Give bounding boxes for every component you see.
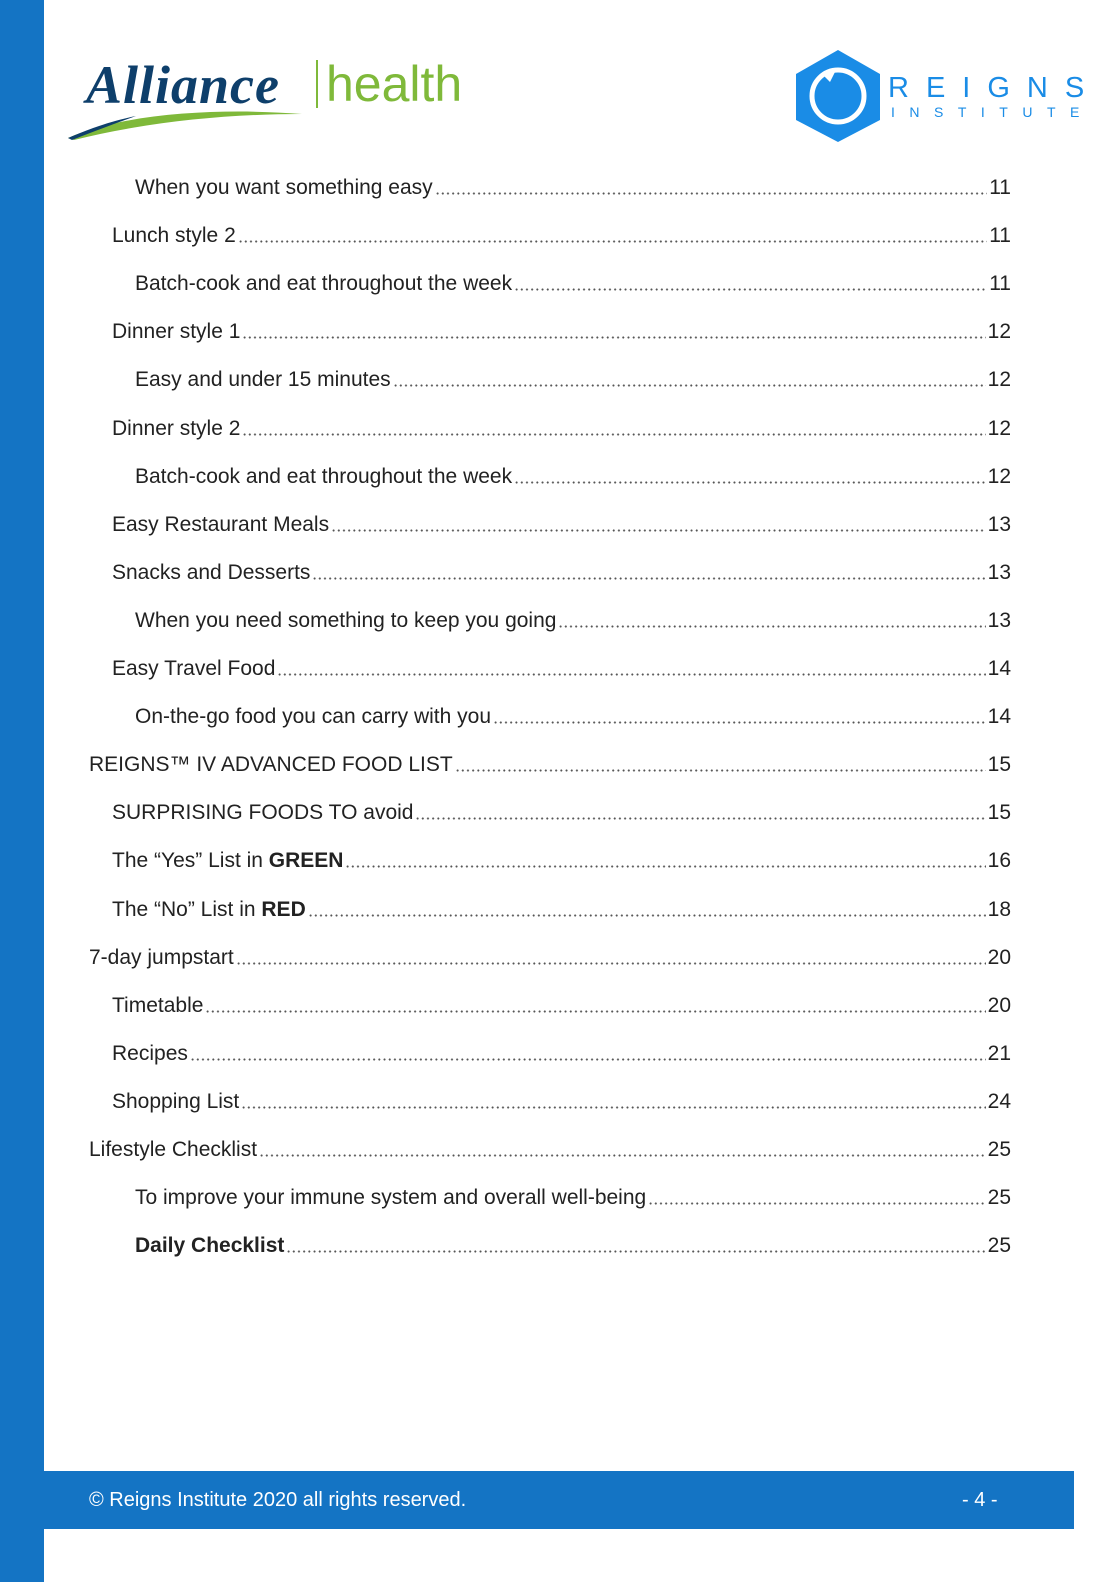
toc-dot-leader (514, 288, 987, 291)
toc-entry-title-text: The “No” List in (112, 897, 262, 921)
toc-entry-title (112, 1041, 188, 1067)
reigns-hexagon-icon (792, 48, 884, 144)
toc-entry-title (112, 319, 240, 345)
toc-entry-title-text: The “Yes” List in (112, 849, 269, 873)
toc-dot-leader (455, 769, 986, 772)
toc-entry[interactable] (135, 175, 1011, 201)
toc-entry-page: 12 (987, 464, 1011, 488)
toc-entry-title-text: Recipes (112, 1041, 188, 1065)
toc-entry-title (135, 175, 433, 201)
toc-entry-title-text: 7-day jumpstart (89, 945, 234, 969)
toc-entry[interactable] (135, 271, 1011, 297)
toc-entry-title-bold: RED (261, 897, 306, 921)
toc-entry-page: 11 (989, 224, 1011, 248)
toc-entry-title-text: Lunch style 2 (112, 224, 236, 248)
institute-word: INSTITUTE (891, 104, 1094, 120)
toc-entry-page: 20 (987, 945, 1011, 969)
toc-entry-title (112, 512, 329, 538)
toc-entry-page: 25 (987, 1138, 1011, 1161)
toc-entry-title-text: Dinner style 2 (112, 416, 241, 440)
copyright-text: © Reigns Institute 2020 all rights reserved. (89, 1489, 467, 1511)
toc-entry[interactable] (112, 848, 1011, 874)
toc-entry-title (112, 1089, 239, 1115)
toc-entry-title-text: Batch-cook and eat throughout the week (135, 464, 513, 488)
toc-entry-title-bold: GREEN (268, 849, 344, 873)
toc-entry-title (89, 945, 234, 971)
toc-entry-page: 24 (987, 1089, 1011, 1113)
toc-entry[interactable] (89, 752, 1011, 778)
toc-entry-page: 12 (987, 368, 1011, 392)
toc-entry-title (135, 608, 556, 634)
toc-dot-leader (648, 1202, 985, 1205)
toc-dot-leader (331, 529, 986, 532)
toc-entry[interactable] (112, 416, 1011, 442)
toc-entry-title (112, 560, 310, 586)
toc-entry-title-text: Dinner style 1 (112, 320, 241, 344)
reigns-institute-logo (792, 48, 1102, 148)
toc-dot-leader (312, 577, 985, 580)
page-footer (44, 1471, 1074, 1529)
toc-entry-title-text: When you want something easy (135, 176, 433, 199)
toc-dot-leader (435, 192, 988, 195)
toc-entry-title (89, 752, 453, 778)
toc-entry[interactable] (112, 1041, 1011, 1067)
toc-entry[interactable] (89, 1137, 1011, 1163)
toc-entry[interactable] (112, 897, 1011, 923)
toc-entry[interactable] (112, 1089, 1011, 1115)
toc-entry-title-text: Timetable (112, 993, 204, 1017)
toc-entry[interactable] (112, 512, 1011, 538)
toc-entry-title-text: Batch-cook and eat throughout the week (135, 272, 513, 296)
toc-dot-leader (345, 865, 985, 868)
toc-entry[interactable] (112, 223, 1011, 249)
toc-entry-page: 11 (989, 176, 1011, 199)
toc-entry-page: 12 (987, 320, 1011, 344)
toc-dot-leader (205, 1010, 985, 1013)
toc-dot-leader (238, 240, 987, 243)
toc-entry-title (112, 993, 203, 1019)
toc-dot-leader (393, 384, 986, 387)
toc-entry-page: 14 (987, 705, 1011, 729)
toc-entry-page: 13 (987, 512, 1011, 536)
toc-entry-page: 25 (987, 1234, 1011, 1258)
side-accent-bar (0, 0, 44, 1582)
toc-entry-title (112, 897, 306, 923)
toc-entry-page: 13 (987, 560, 1011, 584)
reigns-word: REIGNS (888, 72, 1102, 104)
toc-entry[interactable] (112, 993, 1011, 1019)
toc-dot-leader (415, 817, 985, 820)
alliance-health-logo (66, 50, 486, 150)
toc-entry-page: 25 (987, 1186, 1011, 1210)
toc-entry-title-text: When you need something to keep you going (135, 608, 557, 632)
toc-entry-title (135, 704, 491, 730)
toc-entry-page: 21 (987, 1041, 1011, 1065)
toc-entry-title-text: Easy Travel Food (112, 657, 276, 680)
toc-entry-title-text: To improve your immune system and overall well-being (135, 1186, 647, 1210)
toc-entry-title (135, 1185, 646, 1211)
toc-entry-title-text: Lifestyle Checklist (89, 1138, 258, 1161)
toc-entry-title (135, 271, 512, 297)
toc-dot-leader (190, 1058, 986, 1061)
toc-dot-leader (308, 914, 986, 917)
toc-entry-page: 12 (987, 416, 1011, 440)
toc-entry[interactable] (112, 560, 1011, 586)
toc-dot-leader (242, 336, 985, 339)
toc-entry-title-text: REIGNS™ IV ADVANCED FOOD LIST (89, 753, 453, 777)
toc-dot-leader (286, 1250, 985, 1253)
toc-entry-title (135, 367, 391, 393)
toc-dot-leader (259, 1154, 986, 1157)
toc-dot-leader (277, 673, 985, 676)
toc-dot-leader (558, 625, 985, 628)
toc-entry-title (112, 848, 343, 874)
toc-entry[interactable] (135, 608, 1011, 634)
toc-entry-page: 20 (987, 993, 1011, 1017)
toc-entry-page: 13 (987, 608, 1011, 632)
toc-entry-title-text: Easy Restaurant Meals (112, 512, 330, 536)
toc-entry-page: 15 (987, 801, 1011, 825)
toc-entry-page: 15 (987, 753, 1011, 777)
toc-entry[interactable] (89, 945, 1011, 971)
toc-entry-title-text: Easy and under 15 minutes (135, 368, 391, 392)
toc-entry-title-text: On-the-go food you can carry with you (135, 705, 492, 729)
alliance-word: Alliance (86, 55, 280, 115)
toc-entry-title (135, 464, 512, 490)
toc-entry-title (135, 1233, 284, 1259)
toc-entry-title (112, 223, 236, 249)
toc-entry-title-text: Snacks and Desserts (112, 560, 311, 584)
toc-dot-leader (514, 481, 986, 484)
toc-entry-title (112, 656, 275, 682)
toc-entry-page: 11 (989, 272, 1011, 296)
toc-entry[interactable] (112, 319, 1011, 345)
page-number: - 4 - (962, 1489, 998, 1511)
toc-entry[interactable] (135, 464, 1011, 490)
toc-entry[interactable] (135, 704, 1011, 730)
toc-entry-page: 16 (987, 849, 1011, 873)
toc-entry-title (112, 800, 413, 826)
toc-entry[interactable] (112, 656, 1011, 682)
toc-entry-page: 14 (987, 657, 1011, 680)
toc-dot-leader (242, 433, 985, 436)
toc-entry[interactable] (135, 367, 1011, 393)
toc-entry-title-bold: Daily Checklist (135, 1234, 285, 1258)
toc-entry-title-text: SURPRISING FOODS TO avoid (112, 801, 414, 825)
toc-dot-leader (493, 721, 986, 724)
toc-dot-leader (236, 962, 986, 965)
toc-entry-title-text: Shopping List (112, 1089, 240, 1113)
toc-entry[interactable] (135, 1185, 1011, 1211)
toc-entry-title (89, 1137, 257, 1163)
toc-entry[interactable] (135, 1233, 1011, 1259)
health-word: health (316, 60, 462, 108)
toc-entry-title (112, 416, 240, 442)
toc-entry-page: 18 (987, 897, 1011, 921)
page-header (44, 0, 1112, 160)
toc-dot-leader (241, 1106, 985, 1109)
toc-entry[interactable] (112, 800, 1011, 826)
